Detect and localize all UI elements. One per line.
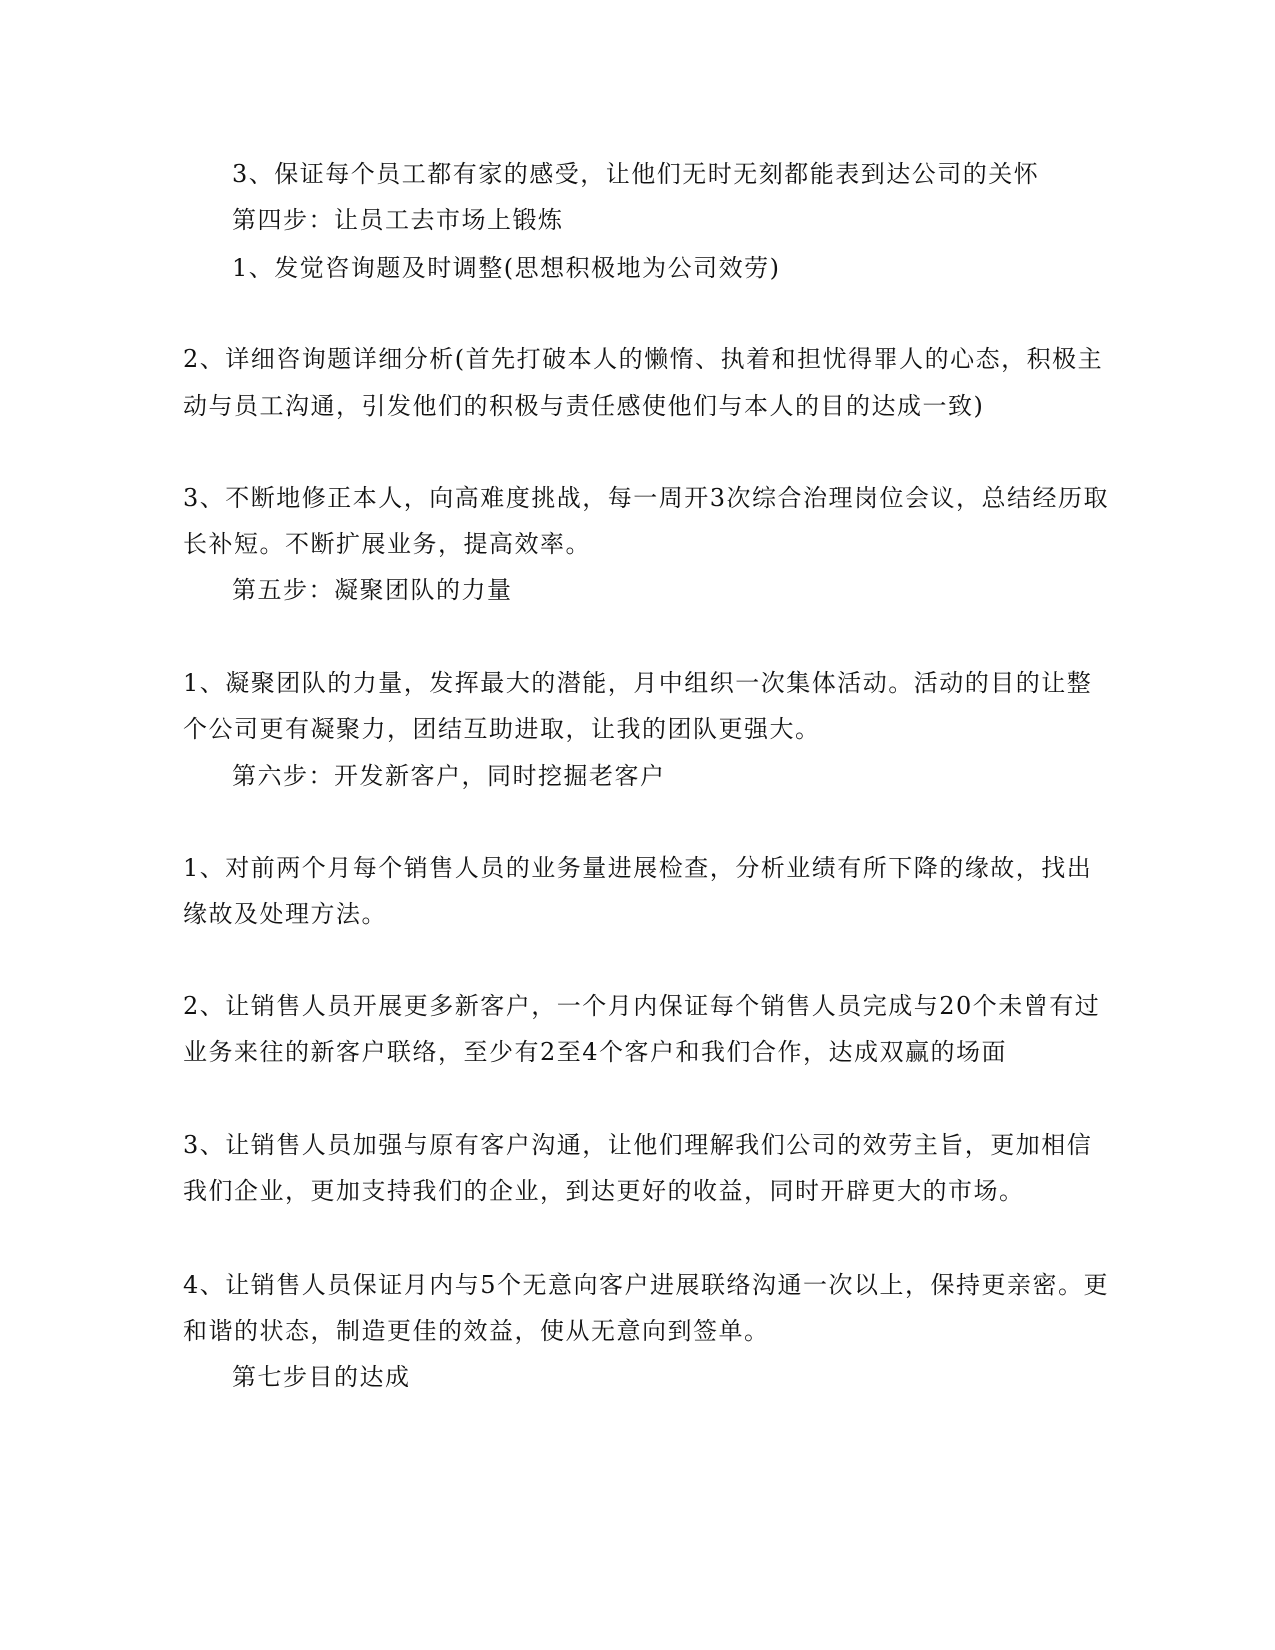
list-item-continuation: 动与员工沟通，引发他们的积极与责任感使他们与本人的目的达成一致) [183,392,985,420]
list-item: 2、详细咨询题详细分析(首先打破本人的懒惰、执着和担忧得罪人的心态，积极主 [183,345,1104,373]
list-item: 3、不断地修正本人，向高难度挑战，每一周开3次综合治理岗位会议，总结经历取 [183,484,1110,512]
step-5-heading: 第五步：凝聚团队的力量 [232,576,513,604]
list-item: 4、让销售人员保证月内与5个无意向客户进展联络沟通一次以上，保持更亲密。更 [183,1271,1110,1299]
list-item-continuation: 业务来往的新客户联络，至少有2至4个客户和我们合作，达成双赢的场面 [183,1038,1008,1066]
paragraph-line: 3、保证每个员工都有家的感受，让他们无时无刻都能表到达公司的关怀 [232,160,1040,188]
list-item: 2、让销售人员开展更多新客户，一个月内保证每个销售人员完成与20个未曾有过 [183,992,1101,1020]
step-4-heading: 第四步：让员工去市场上锻炼 [232,206,564,234]
step-6-heading: 第六步：开发新客户，同时挖掘老客户 [232,762,666,790]
list-item-continuation: 个公司更有凝聚力，团结互助进取，让我的团队更强大。 [183,715,821,743]
list-item: 1、凝聚团队的力量，发挥最大的潜能，月中组织一次集体活动。活动的目的让整 [183,669,1093,697]
list-item: 3、让销售人员加强与原有客户沟通，让他们理解我们公司的效劳主旨，更加相信 [183,1131,1093,1159]
list-item: 1、发觉咨询题及时调整(思想积极地为公司效劳) [232,254,781,282]
step-7-heading: 第七步目的达成 [232,1363,411,1391]
list-item-continuation: 缘故及处理方法。 [183,900,387,928]
list-item-continuation: 和谐的状态，制造更佳的效益，使从无意向到签单。 [183,1317,770,1345]
list-item: 1、对前两个月每个销售人员的业务量进展检查，分析业绩有所下降的缘故，找出 [183,854,1093,882]
list-item-continuation: 长补短。不断扩展业务，提高效率。 [183,530,591,558]
list-item-continuation: 我们企业，更加支持我们的企业，到达更好的收益，同时开辟更大的市场。 [183,1177,1025,1205]
